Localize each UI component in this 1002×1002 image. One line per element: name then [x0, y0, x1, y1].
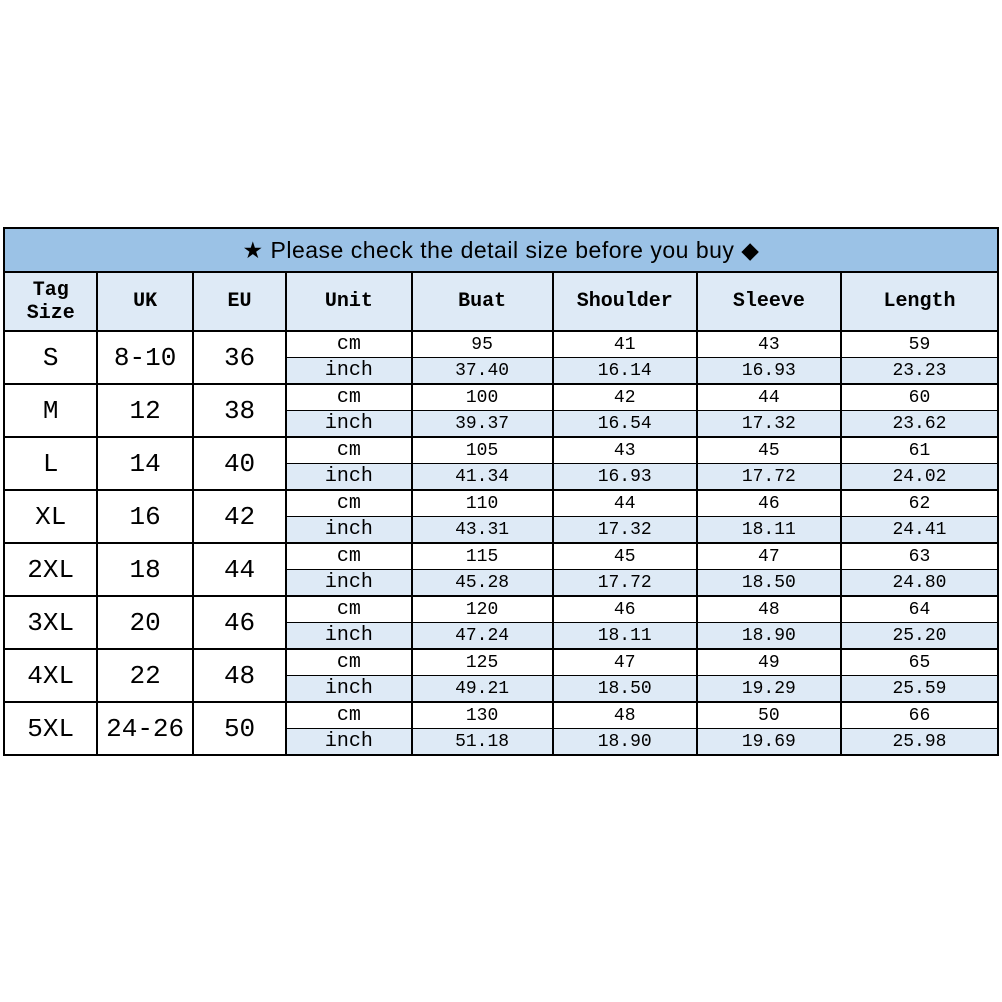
size-row-group-4xl: [4, 649, 998, 702]
col-header-sleeve: Sleeve: [697, 272, 841, 331]
unit-cm-label: cm: [286, 437, 411, 464]
sleeve-cm-cell: 48: [697, 596, 841, 623]
unit-inch-label: inch: [286, 676, 411, 703]
eu-size-cell: 48: [193, 649, 286, 702]
size-chart-container: [3, 227, 999, 756]
tag-size-cell: 2XL: [4, 543, 97, 596]
col-header-tag-size: Tag Size: [4, 272, 97, 331]
bust-inch-cell: 49.21: [412, 676, 553, 703]
length-cm-cell: 62: [841, 490, 998, 517]
unit-cm-label: cm: [286, 331, 411, 358]
unit-inch-label: inch: [286, 623, 411, 650]
bust-inch-cell: 43.31: [412, 517, 553, 544]
eu-size-cell: 40: [193, 437, 286, 490]
table-row-cm: [4, 490, 998, 517]
shoulder-inch-cell: 18.11: [553, 623, 697, 650]
tag-size-cell: 5XL: [4, 702, 97, 755]
tag-size-cell: S: [4, 331, 97, 384]
sleeve-inch-cell: 18.11: [697, 517, 841, 544]
bust-cm-cell: 115: [412, 543, 553, 570]
tag-size-cell: L: [4, 437, 97, 490]
uk-size-cell: 24-26: [97, 702, 192, 755]
uk-size-cell: 20: [97, 596, 192, 649]
unit-inch-label: inch: [286, 517, 411, 544]
col-header-unit: Unit: [286, 272, 411, 331]
size-row-group-m: [4, 384, 998, 437]
table-row-cm: [4, 649, 998, 676]
length-inch-cell: 24.80: [841, 570, 998, 597]
bust-cm-cell: 95: [412, 331, 553, 358]
col-header-uk: UK: [97, 272, 192, 331]
uk-size-cell: 12: [97, 384, 192, 437]
sleeve-inch-cell: 18.50: [697, 570, 841, 597]
eu-size-cell: 36: [193, 331, 286, 384]
shoulder-inch-cell: 18.90: [553, 729, 697, 756]
length-cm-cell: 59: [841, 331, 998, 358]
uk-size-cell: 8-10: [97, 331, 192, 384]
length-cm-cell: 60: [841, 384, 998, 411]
eu-size-cell: 50: [193, 702, 286, 755]
length-cm-cell: 65: [841, 649, 998, 676]
length-inch-cell: 24.02: [841, 464, 998, 491]
shoulder-cm-cell: 41: [553, 331, 697, 358]
tag-size-cell: M: [4, 384, 97, 437]
unit-inch-label: inch: [286, 358, 411, 385]
length-inch-cell: 25.59: [841, 676, 998, 703]
size-row-group-2xl: [4, 543, 998, 596]
col-header-eu: EU: [193, 272, 286, 331]
size-chart-table: [3, 227, 999, 756]
shoulder-cm-cell: 47: [553, 649, 697, 676]
length-inch-cell: 23.23: [841, 358, 998, 385]
size-row-group-xl: [4, 490, 998, 543]
length-cm-cell: 64: [841, 596, 998, 623]
eu-size-cell: 42: [193, 490, 286, 543]
bust-inch-cell: 47.24: [412, 623, 553, 650]
col-header-bust: Buat: [412, 272, 553, 331]
size-row-group-5xl: [4, 702, 998, 755]
sleeve-inch-cell: 17.32: [697, 411, 841, 438]
column-header-row: [4, 272, 998, 331]
eu-size-cell: 44: [193, 543, 286, 596]
uk-size-cell: 22: [97, 649, 192, 702]
shoulder-cm-cell: 42: [553, 384, 697, 411]
banner-text: ★ Please check the detail size before you buy ◆: [4, 228, 998, 272]
sleeve-cm-cell: 43: [697, 331, 841, 358]
length-inch-cell: 23.62: [841, 411, 998, 438]
bust-cm-cell: 120: [412, 596, 553, 623]
unit-inch-label: inch: [286, 464, 411, 491]
shoulder-cm-cell: 46: [553, 596, 697, 623]
tag-size-cell: XL: [4, 490, 97, 543]
shoulder-cm-cell: 44: [553, 490, 697, 517]
banner-row: [4, 228, 998, 272]
bust-cm-cell: 125: [412, 649, 553, 676]
table-row-cm: [4, 702, 998, 729]
unit-cm-label: cm: [286, 702, 411, 729]
bust-inch-cell: 41.34: [412, 464, 553, 491]
table-row-cm: [4, 384, 998, 411]
sleeve-inch-cell: 16.93: [697, 358, 841, 385]
shoulder-cm-cell: 43: [553, 437, 697, 464]
eu-size-cell: 38: [193, 384, 286, 437]
table-row-cm: [4, 331, 998, 358]
col-header-length: Length: [841, 272, 998, 331]
table-row-cm: [4, 596, 998, 623]
col-header-shoulder: Shoulder: [553, 272, 697, 331]
tag-size-cell: 4XL: [4, 649, 97, 702]
table-row-cm: [4, 543, 998, 570]
bust-cm-cell: 110: [412, 490, 553, 517]
size-row-group-s: [4, 331, 998, 384]
tag-size-cell: 3XL: [4, 596, 97, 649]
sleeve-inch-cell: 17.72: [697, 464, 841, 491]
uk-size-cell: 16: [97, 490, 192, 543]
length-cm-cell: 66: [841, 702, 998, 729]
bust-inch-cell: 37.40: [412, 358, 553, 385]
unit-cm-label: cm: [286, 543, 411, 570]
sleeve-inch-cell: 19.29: [697, 676, 841, 703]
bust-cm-cell: 130: [412, 702, 553, 729]
uk-size-cell: 18: [97, 543, 192, 596]
bust-cm-cell: 105: [412, 437, 553, 464]
uk-size-cell: 14: [97, 437, 192, 490]
length-inch-cell: 25.20: [841, 623, 998, 650]
sleeve-cm-cell: 49: [697, 649, 841, 676]
sleeve-cm-cell: 44: [697, 384, 841, 411]
bust-inch-cell: 39.37: [412, 411, 553, 438]
table-row-cm: [4, 437, 998, 464]
size-row-group-3xl: [4, 596, 998, 649]
size-row-group-l: [4, 437, 998, 490]
shoulder-inch-cell: 18.50: [553, 676, 697, 703]
bust-inch-cell: 51.18: [412, 729, 553, 756]
sleeve-cm-cell: 45: [697, 437, 841, 464]
shoulder-cm-cell: 45: [553, 543, 697, 570]
bust-cm-cell: 100: [412, 384, 553, 411]
shoulder-cm-cell: 48: [553, 702, 697, 729]
shoulder-inch-cell: 17.72: [553, 570, 697, 597]
shoulder-inch-cell: 16.14: [553, 358, 697, 385]
unit-cm-label: cm: [286, 384, 411, 411]
shoulder-inch-cell: 16.93: [553, 464, 697, 491]
shoulder-inch-cell: 16.54: [553, 411, 697, 438]
sleeve-inch-cell: 18.90: [697, 623, 841, 650]
eu-size-cell: 46: [193, 596, 286, 649]
length-inch-cell: 25.98: [841, 729, 998, 756]
bust-inch-cell: 45.28: [412, 570, 553, 597]
sleeve-cm-cell: 47: [697, 543, 841, 570]
unit-cm-label: cm: [286, 596, 411, 623]
unit-inch-label: inch: [286, 570, 411, 597]
sleeve-inch-cell: 19.69: [697, 729, 841, 756]
unit-cm-label: cm: [286, 490, 411, 517]
shoulder-inch-cell: 17.32: [553, 517, 697, 544]
sleeve-cm-cell: 50: [697, 702, 841, 729]
sleeve-cm-cell: 46: [697, 490, 841, 517]
length-cm-cell: 63: [841, 543, 998, 570]
length-cm-cell: 61: [841, 437, 998, 464]
length-inch-cell: 24.41: [841, 517, 998, 544]
unit-inch-label: inch: [286, 729, 411, 756]
unit-inch-label: inch: [286, 411, 411, 438]
unit-cm-label: cm: [286, 649, 411, 676]
